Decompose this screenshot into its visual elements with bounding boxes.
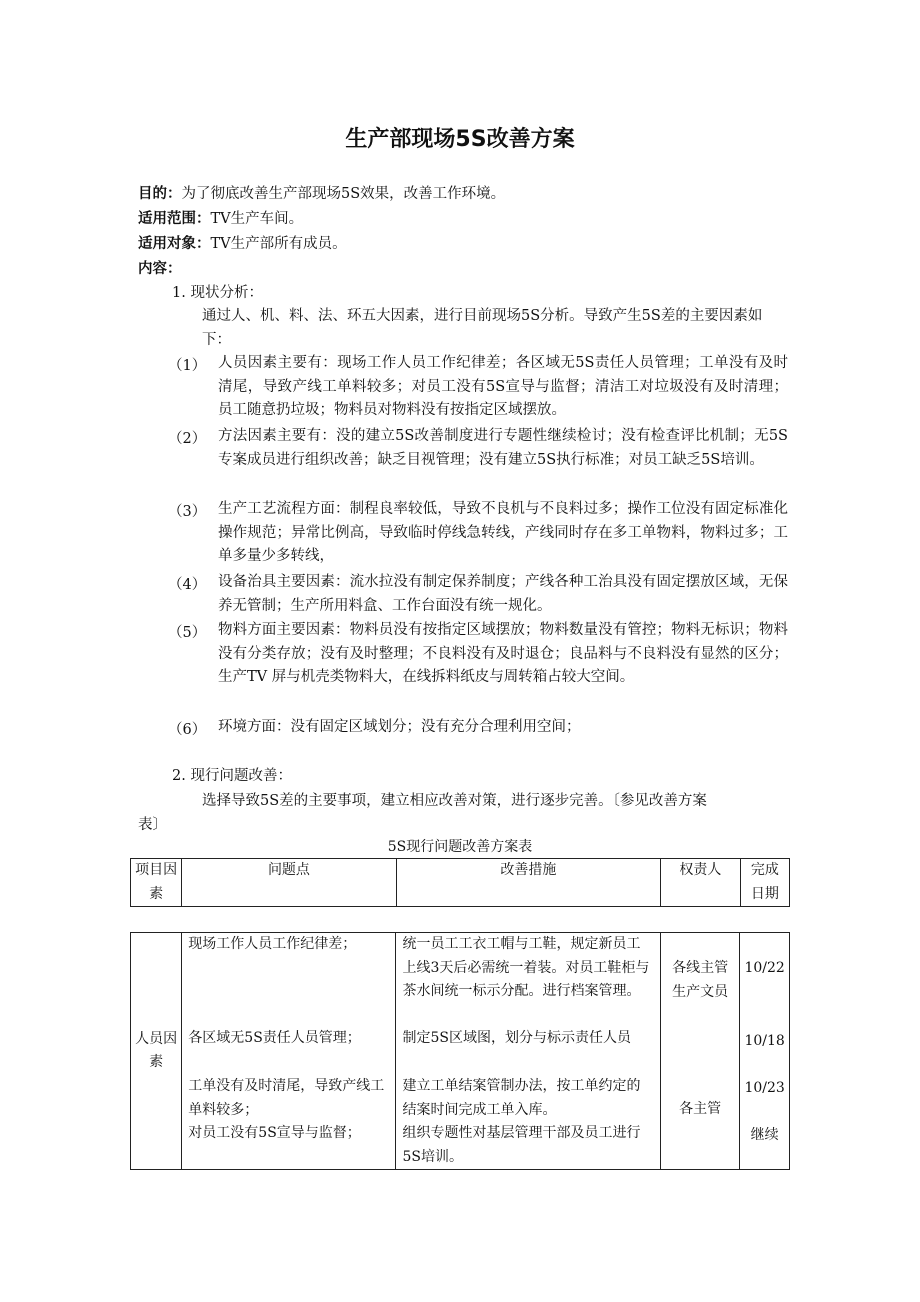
owner-column — [660, 933, 739, 1170]
target-text: TV生产部所有成员。 — [210, 236, 347, 252]
date-4: 继续 — [750, 1127, 779, 1143]
date-2: 10/18 — [744, 1033, 785, 1049]
owner-3: 各主管 — [679, 1101, 722, 1117]
item1-number: （1） — [168, 358, 207, 374]
factor-cell: 人员因素 — [131, 933, 182, 1170]
measure-2: 制定5S区域图，划分与标示责任人员 — [402, 1030, 631, 1046]
purpose-line — [138, 182, 505, 206]
improvement-table — [130, 932, 790, 1170]
date-1: 10/22 — [744, 960, 785, 976]
item2-text: 方法因素主要有：没的建立5S改善制度进行专题性继续检讨；没有检查评比机制；无5S专案成员进行组织改善；缺乏目视管理；没有建立5S执行标准；对员工缺乏5S培训。 — [218, 428, 788, 468]
header-measure: 改善措施 — [396, 859, 661, 907]
section2-intro-line1: 选择导致5S差的主要事项，建立相应改善对策，进行逐步完善。〔参见改善方案 — [202, 793, 707, 809]
scope-label: 适用范围： — [138, 211, 211, 227]
item4-number: （4） — [168, 577, 207, 593]
purpose-label: 目的： — [138, 186, 182, 202]
header-date: 完成日期 — [740, 859, 789, 907]
problem-column — [182, 933, 396, 1170]
measure-3: 建立工单结案管制办法，按工单约定的结案时间完成工单入库。 — [402, 1078, 641, 1118]
table-header — [130, 858, 790, 907]
measure-4: 组织专题性对基层管理干部及员工进行5S培训。 — [402, 1125, 641, 1165]
header-factor: 项目因素 — [131, 859, 182, 907]
target-line — [138, 232, 347, 256]
item6-text: 环境方面：没有固定区域划分；没有充分合理利用空间； — [218, 719, 581, 735]
owner-1: 各线主管生产文员 — [672, 960, 729, 1000]
problem-4: 对员工没有5S宣导与监督； — [188, 1125, 361, 1141]
date-3: 10/23 — [744, 1080, 785, 1096]
measure-1: 统一员工工衣工帽与工鞋，规定新员工上线3天后必需统一着装。对员工鞋柜与茶水间统一标示分配。进行档案管理。 — [402, 936, 650, 999]
owner-4 — [667, 1123, 733, 1169]
target-label: 适用对象： — [138, 236, 211, 252]
header-owner: 权责人 — [661, 859, 740, 907]
scope-text: TV生产车间。 — [210, 211, 304, 227]
item3-number: （3） — [168, 504, 207, 520]
item6-number: （6） — [168, 722, 207, 738]
content-line — [138, 257, 182, 281]
header-problem: 问题点 — [182, 859, 396, 907]
table-row — [131, 933, 790, 1170]
measure-column — [396, 933, 660, 1170]
item2-number: （2） — [168, 431, 207, 447]
item5-number: （5） — [168, 625, 207, 641]
item4-text: 设备治具主要因素：流水拉没有制定保养制度；产线各种工治具没有固定摆放区域，无保养无管制；生产所用料盒、工作台面没有统一规化。 — [218, 574, 788, 614]
problem-3: 工单没有及时清尾，导致产线工单料较多； — [188, 1078, 385, 1118]
section2-intro-line2: 表〕 — [138, 817, 167, 833]
item5-text: 物料方面主要因素：物料员没有按指定区域摆放；物料数量没有管控；物料无标识；物料没有分类存放；没有及时整理；不良料没有及时退仓；良品料与不良料没有显然的区分；生产TV 屏与机壳类物料大，在线拆料纸皮与周转箱占较大空间。 — [218, 622, 788, 685]
problem-2: 各区域无5S责任人员管理； — [188, 1030, 361, 1046]
section1-intro: 通过人、机、料、法、环五大因素，进行目前现场5S分析。导致产生5S差的主要因素如下： — [202, 308, 763, 348]
purpose-text: 为了彻底改善生产部现场5S效果，改善工作环境。 — [181, 186, 506, 202]
document-title: 生产部现场5S改善方案 — [345, 127, 575, 152]
table-caption: 5S现行问题改善方案表 — [387, 839, 533, 855]
section1-heading: 1. 现状分析： — [172, 285, 263, 301]
scope-line — [138, 207, 303, 231]
section2-heading: 2. 现行问题改善： — [172, 768, 292, 784]
item1-text: 人员因素主要有：现场工作人员工作纪律差；各区域无5S责任人员管理；工单没有及时清尾，导致产线工单料较多；对员工没有5S宣导与监督；清洁工对垃圾没有及时清理；员工随意扔垃圾；物料员对物料没有按指定区域摆放。 — [218, 355, 788, 418]
table-header-row — [131, 859, 790, 907]
problem-1: 现场工作人员工作纪律差； — [188, 936, 357, 952]
item3-text: 生产工艺流程方面：制程良率较低，导致不良机与不良料过多；操作工位没有固定标准化操作规范；异常比例高，导致临时停线急转线，产线同时存在多工单物料，物料过多；工单多量少多转线， — [218, 501, 788, 564]
content-label: 内容： — [138, 261, 182, 277]
date-column — [740, 933, 790, 1170]
